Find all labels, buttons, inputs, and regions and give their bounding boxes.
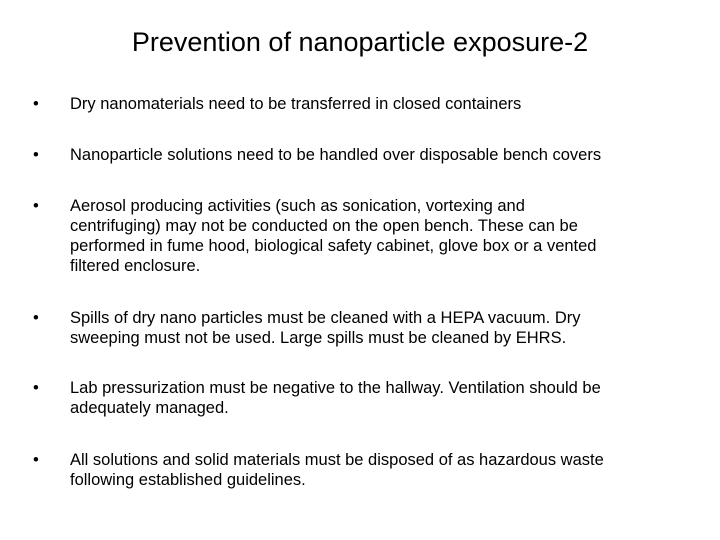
bullet-line: filtered enclosure. (70, 257, 201, 275)
bullet-line: Aerosol producing activities (such as sonication, vortexing and (70, 197, 525, 215)
bullet-marker: • (33, 197, 39, 215)
bullet-line: performed in fume hood, biological safety cabinet, glove box or a vented (70, 237, 597, 255)
bullet-marker: • (33, 379, 39, 397)
bullet-line: Dry nanomaterials need to be transferred in closed containers (70, 95, 522, 113)
page-title: Prevention of nanoparticle exposure-2 (131, 27, 589, 57)
bullet-text (70, 196, 700, 276)
bullet-marker: • (33, 309, 39, 327)
bullet-marker: • (33, 146, 39, 164)
bullet-line: following established guidelines. (70, 471, 306, 489)
bullet-line: adequately managed. (70, 399, 229, 417)
bullet-text (70, 145, 700, 165)
bullet-line: Spills of dry nano particles must be cleaned with a HEPA vacuum. Dry (70, 309, 581, 327)
bullet-line: centrifuging) may not be conducted on the open bench. These can be (70, 217, 578, 235)
bullet-marker: • (33, 451, 39, 469)
bullet-text (70, 94, 700, 114)
bullet-marker: • (33, 95, 39, 113)
bullet-line: Lab pressurization must be negative to the hallway. Ventilation should be (70, 379, 601, 397)
bullet-line: Nanoparticle solutions need to be handled over disposable bench covers (70, 146, 602, 164)
bullet-text (70, 308, 700, 348)
bullet-text (70, 450, 700, 490)
bullet-line: All solutions and solid materials must be disposed of as hazardous waste (70, 451, 604, 469)
bullet-text (70, 378, 700, 418)
bullet-line: sweeping must not be used. Large spills must be cleaned by EHRS. (70, 329, 567, 347)
